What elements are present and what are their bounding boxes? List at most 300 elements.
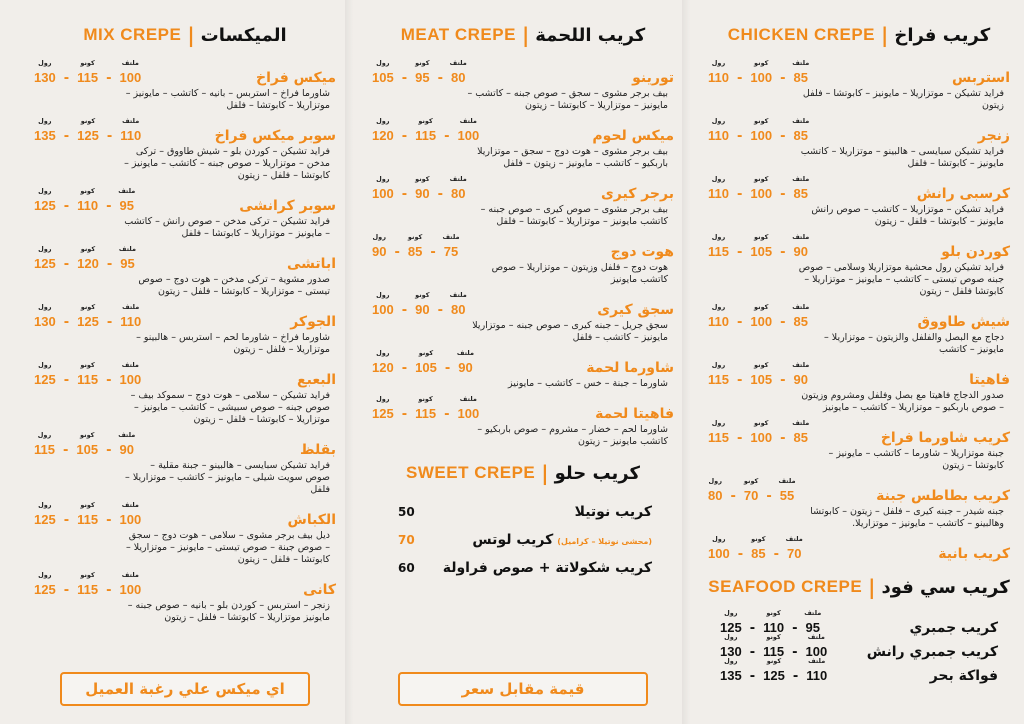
price-column (77, 361, 99, 388)
meat-crepe-panel (358, 18, 688, 712)
size-label: رول (711, 419, 726, 427)
menu-item-description: فرايد تشيكن – سلامى – هوت دوج – سموكد بيف – صوص جبنه – صوص سبيشى – كاتشب – مايونيز – موتزاريلا – كابوتشا – فلفل – زيتون (130, 390, 330, 425)
menu-item-name: ميكس لحوم (592, 128, 674, 144)
size-label: كونو (80, 245, 96, 253)
price-dash: - (444, 407, 450, 422)
menu-item-header (372, 118, 674, 144)
price-value: 125 (720, 620, 742, 635)
price-value: 80 (450, 302, 466, 317)
price-value: 85 (793, 70, 808, 85)
price-dash: - (430, 245, 436, 260)
size-label: كونو (743, 477, 759, 485)
price-value: 110 (708, 70, 729, 85)
menu-item-header (34, 188, 336, 214)
price-value: 90 (119, 442, 134, 457)
mix-footer-text: اي ميكس علي رغبة العميل (85, 680, 285, 698)
price-column (792, 361, 810, 388)
price-dash: - (736, 71, 743, 86)
size-label: رول (708, 477, 722, 485)
title-separator: | (881, 23, 889, 47)
size-label: رول (38, 501, 52, 509)
size-label: رول (37, 431, 52, 439)
menu-item-header (34, 362, 336, 388)
price-value: 115 (708, 372, 729, 387)
sweet-item-price: 70 (398, 533, 415, 547)
mix-items-list (34, 60, 336, 624)
price-value: 100 (372, 302, 394, 317)
price-group (372, 117, 479, 144)
price-dash: - (736, 373, 743, 388)
price-column (708, 59, 729, 86)
price-dash: - (63, 71, 70, 86)
price-value: 100 (805, 644, 828, 659)
sweet-item-price: 60 (398, 561, 415, 575)
size-label: ملتف (792, 419, 810, 427)
price-column (77, 117, 99, 144)
price-value: 95 (805, 620, 820, 635)
title-separator: | (187, 23, 195, 47)
size-label: رول (38, 117, 52, 125)
price-dash: - (401, 187, 408, 202)
price-group (708, 59, 808, 86)
menu-item-header (34, 246, 336, 272)
price-value: 85 (793, 430, 808, 445)
price-column (763, 657, 785, 684)
price-value: 125 (34, 256, 56, 271)
menu-item (372, 234, 674, 286)
price-value: 105 (750, 372, 773, 387)
price-column (415, 291, 430, 318)
menu-item-name: كرسبى رانش (916, 186, 1010, 202)
price-dash: - (437, 303, 443, 318)
price-dash: - (63, 257, 70, 272)
size-label: كونو (80, 117, 96, 125)
menu-item-name: كريب بانية (938, 546, 1010, 562)
price-column (778, 477, 796, 504)
size-label: رول (711, 233, 726, 241)
price-dash: - (63, 513, 70, 528)
size-label: كونو (754, 361, 769, 369)
price-column (449, 175, 467, 202)
menu-item (34, 60, 336, 112)
chicken-title-ar: كريب فراخ (894, 24, 991, 46)
menu-item-description: صدور مشوية – تركى مدخن – هوت دوج – صوص تيستى – موتزاريلا – كابوتشا – فلفل – زيتون (138, 274, 330, 297)
size-label: كونو (415, 291, 430, 299)
price-value: 80 (708, 488, 723, 503)
price-column (77, 187, 99, 214)
size-label: ملتف (118, 187, 136, 195)
menu-item (34, 246, 336, 298)
menu-item-name: ميكس فراخ (256, 70, 336, 86)
price-column (750, 59, 773, 86)
price-value: 100 (119, 512, 142, 527)
price-dash: - (63, 583, 70, 598)
price-value: 110 (806, 668, 828, 683)
price-value: 125 (77, 314, 99, 329)
size-label: ملتف (792, 233, 810, 241)
seafood-title-en: SEAFOOD CREPE (708, 577, 863, 596)
price-group (34, 187, 134, 214)
menu-item-header (708, 118, 1010, 144)
price-dash: - (401, 361, 408, 376)
size-label: ملتف (442, 233, 460, 241)
price-group (34, 245, 135, 272)
price-value: 75 (443, 244, 459, 259)
menu-item (372, 292, 674, 344)
price-dash: - (106, 129, 113, 144)
price-column (750, 175, 773, 202)
menu-item-name: استربس (951, 70, 1010, 86)
price-column (708, 361, 729, 388)
menu-item-header (34, 60, 336, 86)
mix-title-ar: الميكسات (200, 24, 287, 46)
meat-title-en: MEAT CREPE (400, 25, 516, 44)
menu-item-header (372, 234, 674, 260)
size-label: رول (376, 291, 390, 299)
meat-footer-text: قيمة مقابل سعر (461, 680, 585, 698)
price-group (708, 535, 801, 562)
size-label: كونو (80, 431, 95, 439)
price-value: 125 (34, 582, 56, 597)
size-label: كونو (754, 117, 769, 125)
price-column (708, 233, 729, 260)
price-dash: - (792, 669, 799, 684)
menu-item-header (708, 362, 1010, 388)
price-group (34, 361, 141, 388)
menu-item-description: زنجر – استربس – كوردن بلو – بانيه – صوص جبنه – مايونيز موتزاريلا – كابوتشا – فلفل – زيتون (127, 600, 330, 623)
menu-item-description: شاورما فراخ – استربس – بانيه – كاتشب – مايونيز – موتزاريلا – كابوتشا – فلفل (125, 88, 330, 111)
price-column (372, 395, 394, 422)
size-label: ملتف (785, 535, 803, 543)
price-dash: - (730, 489, 736, 504)
price-column (806, 657, 828, 684)
price-column (750, 419, 773, 446)
size-label: كونو (80, 571, 95, 579)
price-value: 115 (708, 244, 729, 259)
price-group (372, 175, 465, 202)
size-label: رول (711, 59, 726, 67)
size-label: ملتف (449, 59, 467, 67)
menu-item-description: بيف برجر مشوى – سجق – صوص جبنه – كاتشب – مايونيز – موتزاريلا – كابوتشا – زيتون (467, 88, 668, 111)
price-column (415, 117, 437, 144)
price-column (34, 187, 56, 214)
sweet-item-name-group (472, 532, 652, 548)
size-label: كونو (418, 349, 434, 357)
menu-item-header (372, 292, 674, 318)
price-group (708, 175, 808, 202)
seafood-crepe-title (708, 570, 1010, 604)
price-group (34, 303, 141, 330)
menu-item-description: شاورما لحم – خضار – مشروم – صوص باربكيو – كاتشب مايونيز – زيتون (477, 424, 668, 447)
price-dash: - (106, 443, 112, 458)
sweet-item (372, 498, 674, 526)
menu-item (708, 478, 1010, 530)
sweet-item-name: كريب لوتس (472, 532, 554, 548)
price-value: 95 (119, 198, 134, 213)
size-label: كونو (80, 501, 95, 509)
menu-item-description: شاورما فراخ – شاورما لحم – استربس – هالبينو – موتزاريلا – فلفل – زيتون (136, 332, 330, 355)
price-dash: - (106, 71, 112, 86)
size-label: كونو (418, 395, 433, 403)
menu-item-description: فرايد تشيكن سبايسى – هالبينو – موتزاريلا – كاتشب مايونيز – كابوتشا – فلفل (800, 146, 1004, 169)
price-dash: - (106, 257, 113, 272)
price-group (372, 349, 473, 376)
price-value: 110 (77, 198, 99, 213)
price-value: 95 (120, 256, 135, 271)
price-value: 90 (415, 186, 430, 201)
menu-item-description: فرايد تشيكن – كوردن بلو – شيش طاووق – تركى مدخن – موتزاريلا – صوص جبنه – كاتشب – مايونيز – كابوتشا – فلفل – زيتون (124, 146, 330, 181)
menu-item (708, 176, 1010, 228)
menu-item-description: فرايد تشيكن رول محشية موتزاريلا وسلامى – صوص جبنه صوص تيستى – كاتشب – مايونيز – موتزاريلا – كابوتشا فلفل – زيتون (798, 262, 1004, 297)
price-value: 85 (793, 186, 808, 201)
price-column (785, 535, 803, 562)
price-column (34, 59, 56, 86)
sweet-crepe-title (372, 456, 674, 490)
size-label: رول (711, 175, 726, 183)
size-label: ملتف (456, 349, 474, 357)
meat-title-ar: كريب اللحمة (535, 24, 646, 46)
price-column (792, 419, 810, 446)
menu-item-header (372, 176, 674, 202)
price-column (34, 571, 56, 598)
price-dash: - (736, 431, 743, 446)
price-column (372, 349, 394, 376)
price-column (750, 361, 773, 388)
price-value: 100 (750, 186, 773, 201)
meat-items-list (372, 60, 674, 448)
size-label: كونو (80, 187, 95, 195)
size-label: ملتف (792, 303, 810, 311)
price-dash: - (736, 245, 743, 260)
price-dash: - (780, 315, 786, 330)
price-column (118, 431, 136, 458)
menu-item-description: هوت دوج – فلفل وزيتون – موتزاريلا – صوص كاتشب مايونيز (491, 262, 668, 285)
menu-item-description: فرايد تشيكن – تركى مدخن – صوص رانش – كاتشب – مايونيز – موتزاريلا – كابوتشا – فلفل (124, 216, 330, 239)
price-value: 115 (763, 644, 785, 659)
menu-item (708, 234, 1010, 298)
size-label: ملتف (121, 571, 139, 579)
menu-item-name: البعبع (297, 372, 336, 388)
price-dash: - (780, 71, 786, 86)
price-group (708, 233, 808, 260)
menu-item-description: فرايد تشيكن – موتزاريلا – كاتشب – صوص رانش مايونيز – كابوتشا – فلفل – زيتون (811, 204, 1004, 227)
menu-item-header (708, 478, 1010, 504)
price-group (708, 117, 808, 144)
size-label: ملتف (459, 117, 477, 125)
chicken-crepe-panel (694, 18, 1024, 712)
price-dash: - (780, 431, 786, 446)
size-label: ملتف (121, 361, 139, 369)
size-label: ملتف (778, 477, 796, 485)
price-value: 70 (743, 488, 759, 503)
seafood-title-ar: كريب سي فود (881, 576, 1010, 598)
price-value: 100 (119, 372, 142, 387)
size-label: ملتف (792, 117, 810, 125)
price-dash: - (106, 513, 112, 528)
price-value: 85 (793, 128, 808, 143)
mix-footer-box (60, 672, 310, 706)
menu-item (372, 396, 674, 448)
size-label: ملتف (121, 59, 139, 67)
price-column (457, 395, 480, 422)
menu-item-header (372, 350, 674, 376)
price-column (792, 117, 810, 144)
price-column (119, 59, 142, 86)
size-label: رول (372, 233, 386, 241)
price-value: 110 (708, 128, 729, 143)
price-value: 130 (720, 644, 742, 659)
price-group (720, 657, 827, 684)
mix-crepe-title (34, 18, 336, 52)
menu-item-name: فاهيتا لحمة (595, 406, 674, 422)
price-dash: - (749, 669, 756, 684)
price-column (407, 233, 423, 260)
price-value: 115 (708, 430, 729, 445)
price-value: 125 (34, 512, 56, 527)
price-dash: - (106, 583, 112, 598)
menu-item (34, 502, 336, 566)
menu-item-header (708, 176, 1010, 202)
price-dash: - (780, 129, 786, 144)
sweet-title-ar: كريب حلو (554, 462, 640, 484)
menu-item (372, 350, 674, 390)
size-label: كونو (80, 303, 96, 311)
size-label: كونو (80, 59, 95, 67)
price-column (120, 117, 142, 144)
size-label: رول (711, 361, 726, 369)
price-column (720, 657, 742, 684)
size-label: كونو (415, 59, 430, 67)
price-dash: - (736, 129, 743, 144)
size-label: رول (376, 117, 390, 125)
price-dash: - (63, 199, 70, 214)
size-label: ملتف (121, 501, 139, 509)
menu-item-name: الكباش (287, 512, 336, 528)
price-value: 115 (77, 372, 99, 387)
price-dash: - (401, 407, 408, 422)
size-label: رول (376, 59, 390, 67)
price-column (372, 233, 387, 260)
price-column (415, 349, 437, 376)
chicken-items-list (708, 60, 1010, 562)
price-value: 110 (708, 186, 729, 201)
menu-item-header (708, 536, 1010, 562)
price-value: 100 (457, 128, 480, 143)
price-dash: - (773, 547, 779, 562)
price-column (457, 117, 480, 144)
price-column (77, 571, 99, 598)
price-column (449, 291, 467, 318)
price-value: 125 (77, 128, 99, 143)
title-separator: | (521, 23, 530, 47)
menu-item-name: فاهيتا (969, 372, 1010, 388)
size-label: ملتف (449, 291, 467, 299)
price-value: 100 (119, 70, 142, 85)
price-column (76, 431, 99, 458)
price-value: 100 (750, 128, 773, 143)
price-value: 135 (34, 128, 56, 143)
menu-item (372, 118, 674, 170)
size-label: كونو (754, 233, 769, 241)
price-column (34, 361, 56, 388)
price-column (77, 501, 99, 528)
price-value: 125 (763, 668, 785, 683)
sweet-item-price: 50 (398, 505, 415, 519)
menu-item (34, 432, 336, 496)
price-value: 100 (750, 430, 773, 445)
price-column (34, 501, 56, 528)
seafood-item (708, 657, 1010, 684)
price-dash: - (749, 645, 756, 660)
menu-item-name: تورينو (632, 70, 674, 86)
menu-item (34, 572, 336, 624)
menu-item (708, 60, 1010, 112)
price-column (77, 59, 99, 86)
menu-item-description: جبنة موتزاريلا – شاورما – كاتشب – مايونيز – كابوتشا – زيتون (828, 448, 1004, 471)
price-dash: - (780, 187, 786, 202)
price-column (708, 117, 729, 144)
price-value: 85 (407, 244, 423, 259)
menu-item (34, 362, 336, 426)
menu-item-header (34, 432, 336, 458)
price-group (708, 361, 808, 388)
menu-item (708, 304, 1010, 356)
menu-item-name: هوت دوج (610, 244, 674, 260)
price-dash: - (792, 621, 798, 636)
menu-item-description: صدور الدجاج فاهيتا مع بصل وفلفل ومشروم وزيتون – صوص باربكيو – موتزاريلا – كاتشب – مايونيز (801, 390, 1004, 413)
price-dash: - (737, 547, 744, 562)
size-label: ملتف (792, 175, 810, 183)
price-value: 130 (34, 70, 56, 85)
size-label: ملتف (122, 117, 140, 125)
price-group (34, 117, 141, 144)
price-dash: - (401, 71, 408, 86)
price-value: 95 (415, 70, 430, 85)
menu-item (34, 188, 336, 240)
meat-crepe-title (372, 18, 674, 52)
menu-item-header (708, 234, 1010, 260)
price-column (750, 233, 773, 260)
menu-item-description: فرايد تشيكن سبايسى – هالبينو – جبنة مقلية – صوص سويت شيلى – مايونيز – كاتشب – موتزاريلا – فلفل (125, 460, 330, 495)
size-label: رول (38, 187, 52, 195)
price-group (708, 303, 808, 330)
menu-item-header (708, 60, 1010, 86)
price-column (456, 349, 474, 376)
menu-item-name: الجوكر (290, 314, 336, 330)
price-column (119, 361, 142, 388)
menu-item (34, 304, 336, 356)
price-column (708, 175, 729, 202)
menu-item-header (34, 118, 336, 144)
price-value: 130 (34, 314, 56, 329)
price-column (750, 117, 773, 144)
menu-item-description: شاورما – جبنة – خس – كاتشب – مايونيز (507, 378, 668, 389)
size-label: ملتف (449, 175, 467, 183)
menu-item-name: كريب بطاطس جبنة (876, 488, 1010, 504)
size-label: رول (376, 349, 390, 357)
price-dash: - (63, 129, 70, 144)
price-column (415, 59, 430, 86)
price-value: 105 (750, 244, 773, 259)
chicken-title-en: CHICKEN CREPE (727, 25, 876, 44)
menu-item-header (708, 304, 1010, 330)
price-dash: - (780, 245, 786, 260)
menu-item-name: شاورما لحمة (586, 360, 674, 376)
sweet-item (372, 526, 674, 554)
price-value: 110 (708, 314, 729, 329)
menu-item-name: كانى (303, 582, 336, 598)
price-value: 115 (77, 70, 99, 85)
